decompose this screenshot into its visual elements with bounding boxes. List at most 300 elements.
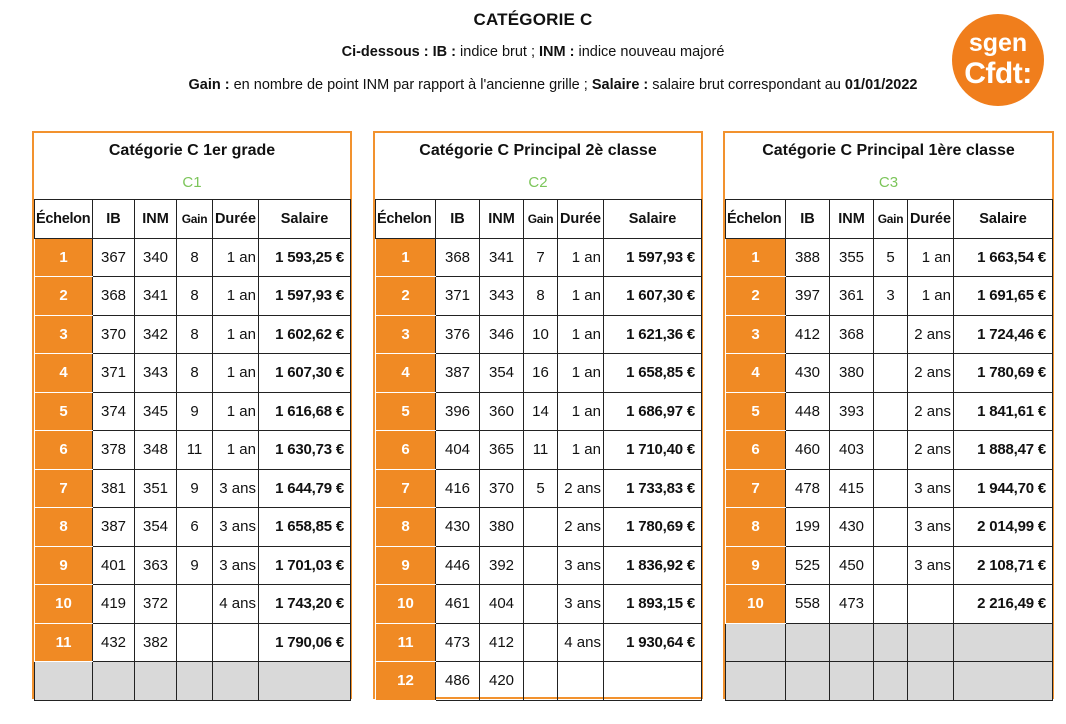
column-header-gain: Gain [524,200,558,239]
table-row [726,508,1053,547]
empty-row [726,623,1053,662]
table-header-row [376,200,702,239]
cell-duree: 2 ans [908,392,954,431]
cell-salaire: 1 841,61 € [954,392,1053,431]
cell-gain: 7 [524,238,558,277]
column-header-gain: Gain [874,200,908,239]
logo-text-cfdt: Cfdt: [964,57,1032,90]
cell-inm: 346 [480,315,524,354]
table-row [376,469,702,508]
cell-salaire: 2 216,49 € [954,585,1053,624]
cell-gain: 16 [524,354,558,393]
cell-salaire: 1 790,06 € [259,623,351,662]
cell-duree: 2 ans [908,315,954,354]
cell-duree: 2 ans [908,354,954,393]
cell-salaire: 1 888,47 € [954,431,1053,470]
cell-inm: 382 [135,623,177,662]
cell-gain: 5 [524,469,558,508]
sgen-cfdt-logo [952,14,1044,106]
cell-gain: 10 [524,315,558,354]
empty-cell [830,623,874,662]
cell-echelon: 7 [35,469,93,508]
empty-cell [213,662,259,701]
column-header-echelon: Échelon [35,200,93,239]
panel-c2 [373,131,703,699]
cell-gain [177,585,213,624]
legend-prefix: Ci-dessous : [341,44,433,60]
cell-inm: 392 [480,546,524,585]
cell-echelon: 2 [35,277,93,316]
cell-gain: 11 [177,431,213,470]
cell-echelon: 6 [376,431,436,470]
panel-c3 [723,131,1054,699]
cell-echelon: 10 [35,585,93,624]
cell-ib: 404 [436,431,480,470]
column-header-inm: INM [135,200,177,239]
cell-duree: 3 ans [213,546,259,585]
column-header-inm: INM [480,200,524,239]
cell-echelon: 4 [376,354,436,393]
cell-gain [524,623,558,662]
table-row [35,392,351,431]
table-header-row [35,200,351,239]
cell-ib: 397 [786,277,830,316]
cell-gain: 11 [524,431,558,470]
cell-ib: 412 [786,315,830,354]
cell-gain [874,431,908,470]
table-row [35,238,351,277]
cell-ib: 401 [93,546,135,585]
cell-salaire: 1 593,25 € [259,238,351,277]
cell-duree: 1 an [908,238,954,277]
table-code: C3 [878,174,899,191]
cell-salaire: 1 691,65 € [954,277,1053,316]
cell-ib: 416 [436,469,480,508]
cell-echelon: 9 [376,546,436,585]
empty-cell [786,623,830,662]
empty-cell [259,662,351,701]
cell-echelon: 12 [376,662,436,701]
cell-echelon: 2 [376,277,436,316]
cell-echelon: 10 [726,585,786,624]
cell-gain [524,508,558,547]
cell-gain: 8 [177,277,213,316]
cell-duree: 3 ans [558,585,604,624]
table-row [726,431,1053,470]
cell-salaire: 1 733,83 € [604,469,702,508]
cell-duree: 1 an [558,392,604,431]
table-row [376,238,702,277]
column-header-salaire: Salaire [954,200,1053,239]
cell-ib: 478 [786,469,830,508]
table-row [35,508,351,547]
cell-duree: 1 an [558,277,604,316]
cell-duree: 1 an [558,431,604,470]
cell-gain: 8 [177,315,213,354]
cell-ib: 368 [93,277,135,316]
cell-gain [874,585,908,624]
table-title: Catégorie C Principal 2è classe [419,142,657,159]
cell-inm: 420 [480,662,524,701]
empty-cell [874,662,908,701]
cell-echelon: 5 [35,392,93,431]
table-row [376,354,702,393]
cell-salaire: 1 701,03 € [259,546,351,585]
cell-duree: 3 ans [908,508,954,547]
cell-ib: 419 [93,585,135,624]
cell-inm: 393 [830,392,874,431]
table-row [726,392,1053,431]
cell-ib: 460 [786,431,830,470]
legend-line-1 [0,44,1066,60]
cell-inm: 343 [480,277,524,316]
cell-duree: 1 an [213,431,259,470]
cell-inm: 348 [135,431,177,470]
cell-echelon: 5 [726,392,786,431]
panel-c1 [32,131,352,699]
cell-ib: 448 [786,392,830,431]
cell-echelon: 8 [35,508,93,547]
column-header-ib: IB [786,200,830,239]
cell-echelon: 4 [35,354,93,393]
cell-gain [874,315,908,354]
cell-echelon: 7 [376,469,436,508]
salary-table [34,199,351,701]
cell-gain: 3 [874,277,908,316]
cell-inm: 340 [135,238,177,277]
cell-ib: 199 [786,508,830,547]
cell-salaire: 2 014,99 € [954,508,1053,547]
cell-duree: 2 ans [558,469,604,508]
column-header-duree: Durée [908,200,954,239]
cell-salaire: 1 724,46 € [954,315,1053,354]
salary-table [375,199,702,701]
cell-echelon: 8 [726,508,786,547]
cell-inm: 354 [135,508,177,547]
cell-inm: 363 [135,546,177,585]
cell-salaire: 1 836,92 € [604,546,702,585]
cell-inm: 351 [135,469,177,508]
table-row [726,277,1053,316]
cell-duree: 1 an [558,315,604,354]
cell-inm: 365 [480,431,524,470]
table-row [376,431,702,470]
logo-text-sgen: sgen [968,29,1028,57]
cell-salaire: 1 663,54 € [954,238,1053,277]
cell-gain: 9 [177,546,213,585]
table-row [35,431,351,470]
cell-gain: 8 [177,354,213,393]
cell-inm: 345 [135,392,177,431]
legend-inm-label: INM : [539,44,575,60]
table-row [376,585,702,624]
table-row [376,277,702,316]
cell-salaire: 1 597,93 € [259,277,351,316]
empty-cell [874,623,908,662]
table-row [35,277,351,316]
empty-row [726,662,1053,701]
cell-duree: 3 ans [908,546,954,585]
cell-inm: 403 [830,431,874,470]
cell-echelon: 8 [376,508,436,547]
cell-salaire: 1 658,85 € [604,354,702,393]
table-title: Catégorie C Principal 1ère classe [762,142,1015,159]
cell-duree: 3 ans [558,546,604,585]
cell-ib: 368 [436,238,480,277]
empty-cell [786,662,830,701]
cell-inm: 412 [480,623,524,662]
empty-row [35,662,351,701]
cell-inm: 404 [480,585,524,624]
table-row [35,623,351,662]
cell-ib: 388 [786,238,830,277]
legend-gain-label: Gain : [188,77,230,93]
cell-gain [524,546,558,585]
table-code: C2 [528,174,548,191]
cell-ib: 381 [93,469,135,508]
cell-gain [874,392,908,431]
cell-echelon: 5 [376,392,436,431]
cell-inm: 361 [830,277,874,316]
cell-ib: 430 [786,354,830,393]
table-code: C1 [182,174,202,191]
legend-ib-label: IB : [432,44,456,60]
cell-gain: 8 [524,277,558,316]
cell-inm: 341 [480,238,524,277]
cell-ib: 370 [93,315,135,354]
empty-cell [830,662,874,701]
cell-duree: 1 an [213,392,259,431]
column-header-echelon: Échelon [726,200,786,239]
cell-duree: 1 an [213,238,259,277]
table-row [376,508,702,547]
cell-ib: 371 [436,277,480,316]
empty-cell [954,662,1053,701]
cell-salaire: 1 607,30 € [604,277,702,316]
table-row [376,392,702,431]
table-row [376,623,702,662]
cell-ib: 525 [786,546,830,585]
column-header-duree: Durée [558,200,604,239]
cell-ib: 473 [436,623,480,662]
cell-inm: 343 [135,354,177,393]
table-row [726,469,1053,508]
cell-salaire [604,662,702,701]
cell-inm: 473 [830,585,874,624]
cell-ib: 432 [93,623,135,662]
cell-ib: 558 [786,585,830,624]
table-row [35,546,351,585]
table-row [376,546,702,585]
cell-gain: 8 [177,238,213,277]
cell-duree [213,623,259,662]
cell-ib: 387 [436,354,480,393]
cell-inm: 380 [480,508,524,547]
cell-gain [874,546,908,585]
cell-duree: 1 an [213,315,259,354]
cell-duree [558,662,604,701]
cell-inm: 380 [830,354,874,393]
cell-ib: 486 [436,662,480,701]
column-header-duree: Durée [213,200,259,239]
cell-salaire: 1 607,30 € [259,354,351,393]
cell-duree: 4 ans [558,623,604,662]
table-row [35,354,351,393]
cell-duree: 1 an [213,277,259,316]
cell-inm: 341 [135,277,177,316]
cell-duree: 3 ans [908,469,954,508]
cell-duree: 1 an [558,354,604,393]
cell-ib: 371 [93,354,135,393]
table-row [726,354,1053,393]
cell-salaire: 1 944,70 € [954,469,1053,508]
cell-gain [177,623,213,662]
cell-gain: 6 [177,508,213,547]
cell-salaire: 1 616,68 € [259,392,351,431]
cell-ib: 446 [436,546,480,585]
cell-ib: 461 [436,585,480,624]
empty-cell [93,662,135,701]
cell-duree: 3 ans [213,508,259,547]
legend-inm-text: indice nouveau majoré [574,44,725,60]
legend-line-2 [0,77,1066,93]
cell-echelon: 3 [35,315,93,354]
table-row [35,585,351,624]
cell-echelon: 1 [35,238,93,277]
legend-gain-text: en nombre de point INM par rapport à l'ancienne grille ; [229,77,592,93]
table-row [726,585,1053,624]
empty-cell [135,662,177,701]
cell-gain [524,662,558,701]
cell-gain: 9 [177,469,213,508]
cell-inm: 415 [830,469,874,508]
column-header-echelon: Échelon [376,200,436,239]
cell-ib: 374 [93,392,135,431]
column-header-inm: INM [830,200,874,239]
column-header-ib: IB [436,200,480,239]
cell-gain: 14 [524,392,558,431]
cell-echelon: 3 [726,315,786,354]
cell-echelon: 6 [726,431,786,470]
column-header-gain: Gain [177,200,213,239]
cell-ib: 378 [93,431,135,470]
table-header-row [726,200,1053,239]
cell-salaire: 1 780,69 € [604,508,702,547]
cell-gain: 9 [177,392,213,431]
cell-inm: 360 [480,392,524,431]
cell-salaire: 1 710,40 € [604,431,702,470]
cell-echelon: 9 [726,546,786,585]
cell-salaire: 1 597,93 € [604,238,702,277]
empty-cell [908,623,954,662]
cell-salaire: 1 644,79 € [259,469,351,508]
cell-ib: 387 [93,508,135,547]
cell-salaire: 1 621,36 € [604,315,702,354]
legend-salaire-label: Salaire : [591,77,649,93]
cell-gain: 5 [874,238,908,277]
cell-salaire: 1 780,69 € [954,354,1053,393]
table-title: Catégorie C 1er grade [108,142,276,159]
cell-ib: 430 [436,508,480,547]
table-row [35,469,351,508]
cell-duree: 4 ans [213,585,259,624]
cell-echelon: 7 [726,469,786,508]
cell-duree: 2 ans [558,508,604,547]
cell-echelon: 3 [376,315,436,354]
legend-ib-text: indice brut ; [456,44,540,60]
cell-duree: 1 an [908,277,954,316]
page-title: CATÉGORIE C [473,10,593,29]
cell-salaire: 2 108,71 € [954,546,1053,585]
cell-inm: 430 [830,508,874,547]
empty-cell [726,623,786,662]
cell-echelon: 10 [376,585,436,624]
cell-inm: 370 [480,469,524,508]
table-row [726,238,1053,277]
table-row [376,315,702,354]
table-row [726,546,1053,585]
cell-echelon: 1 [726,238,786,277]
cell-echelon: 11 [376,623,436,662]
cell-inm: 354 [480,354,524,393]
cell-inm: 368 [830,315,874,354]
cell-duree: 1 an [213,354,259,393]
empty-cell [908,662,954,701]
cell-duree: 1 an [558,238,604,277]
cell-salaire: 1 743,20 € [259,585,351,624]
cell-duree [908,585,954,624]
cell-salaire: 1 893,15 € [604,585,702,624]
cell-salaire: 1 930,64 € [604,623,702,662]
cell-ib: 367 [93,238,135,277]
legend-date: 01/01/2022 [844,77,918,93]
table-row [376,662,702,701]
cell-salaire: 1 602,62 € [259,315,351,354]
column-header-salaire: Salaire [604,200,702,239]
cell-echelon: 1 [376,238,436,277]
empty-cell [177,662,213,701]
empty-cell [726,662,786,701]
table-row [726,315,1053,354]
cell-duree: 3 ans [213,469,259,508]
cell-gain [874,354,908,393]
salary-table [725,199,1053,701]
cell-inm: 355 [830,238,874,277]
cell-echelon: 11 [35,623,93,662]
cell-salaire: 1 686,97 € [604,392,702,431]
cell-echelon: 2 [726,277,786,316]
column-header-salaire: Salaire [259,200,351,239]
cell-echelon: 9 [35,546,93,585]
cell-gain [524,585,558,624]
cell-ib: 376 [436,315,480,354]
empty-cell [954,623,1053,662]
cell-echelon: 6 [35,431,93,470]
cell-gain [874,469,908,508]
empty-cell [35,662,93,701]
cell-inm: 372 [135,585,177,624]
cell-duree: 2 ans [908,431,954,470]
cell-salaire: 1 658,85 € [259,508,351,547]
cell-inm: 450 [830,546,874,585]
cell-gain [874,508,908,547]
table-row [35,315,351,354]
cell-salaire: 1 630,73 € [259,431,351,470]
cell-inm: 342 [135,315,177,354]
legend-salaire-text: salaire brut correspondant au [648,77,845,93]
column-header-ib: IB [93,200,135,239]
cell-ib: 396 [436,392,480,431]
